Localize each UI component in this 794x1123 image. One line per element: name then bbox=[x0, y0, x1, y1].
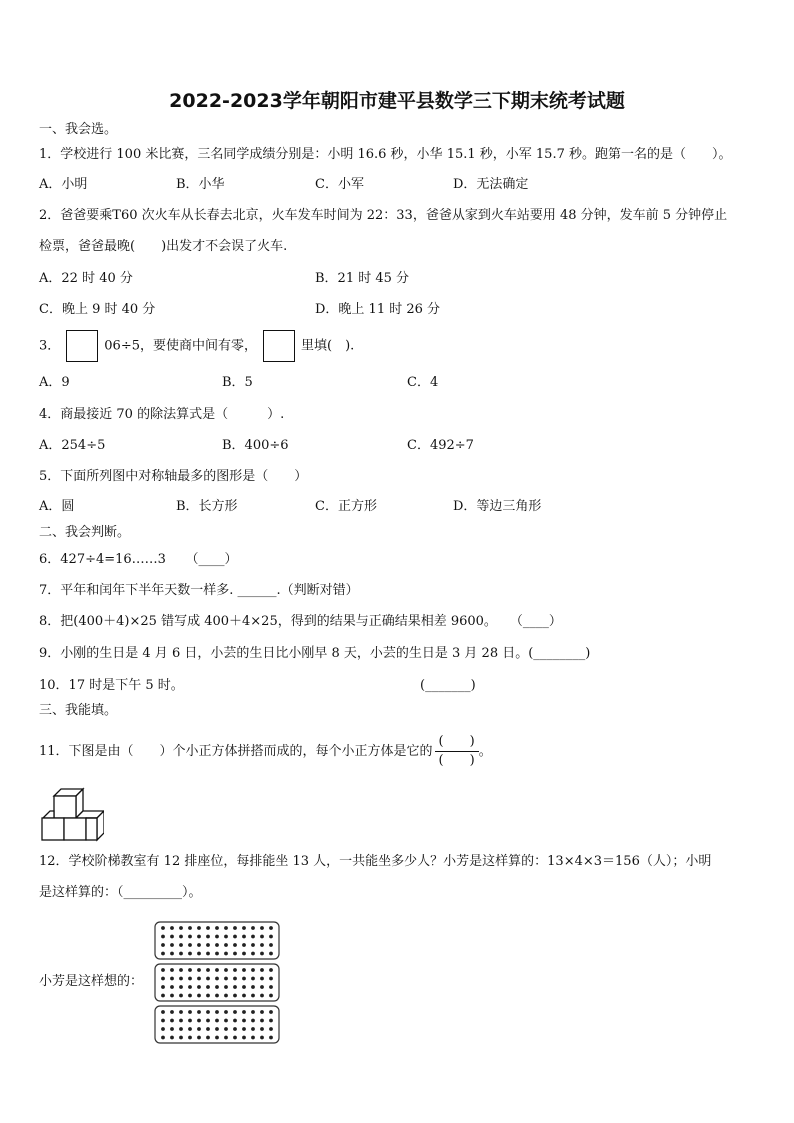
seat-dot bbox=[215, 977, 219, 981]
seat-dot bbox=[224, 977, 228, 981]
question-8: 8．把(400＋4)×25 错写成 400＋4×25，得到的结果与正确结果相差 9600。 （____） bbox=[39, 614, 562, 629]
seat-dot bbox=[188, 985, 192, 989]
seat-dot bbox=[233, 1027, 237, 1031]
seat-dot bbox=[170, 935, 174, 939]
q5-option-b[interactable]: B．长方形 bbox=[176, 499, 238, 514]
seat-dot bbox=[224, 1036, 228, 1040]
q3-option-c[interactable]: C．4 bbox=[407, 375, 439, 390]
seat-dot bbox=[242, 952, 246, 956]
seat-dot bbox=[242, 935, 246, 939]
seat-dot bbox=[224, 1019, 228, 1023]
seat-dot bbox=[233, 994, 237, 998]
seat-dot bbox=[251, 935, 255, 939]
seat-dot bbox=[269, 968, 273, 972]
seat-dot bbox=[197, 952, 201, 956]
seat-dot bbox=[260, 1019, 264, 1023]
seat-dot bbox=[188, 952, 192, 956]
seat-dot bbox=[260, 968, 264, 972]
seat-dot bbox=[170, 1036, 174, 1040]
q11-denominator: ( ) bbox=[438, 753, 475, 768]
q1-option-d[interactable]: D．无法确定 bbox=[453, 177, 529, 192]
seat-dot bbox=[224, 968, 228, 972]
seat-dot bbox=[269, 952, 273, 956]
question-3 bbox=[39, 330, 354, 363]
seat-dot bbox=[251, 1010, 255, 1014]
seat-dot bbox=[179, 935, 183, 939]
seat-dot bbox=[260, 985, 264, 989]
q2-option-b[interactable]: B．21 时 45 分 bbox=[315, 271, 410, 286]
question-10: 10．17 时是下午 5 时。 bbox=[39, 678, 184, 693]
seat-dot bbox=[179, 952, 183, 956]
seat-dot bbox=[215, 926, 219, 930]
question-12-line-1: 12．学校阶梯教室有 12 排座位，每排能坐 13 人，一共能坐多少人？小芳是这样算的：13×4×3＝156（人）；小明 bbox=[39, 854, 712, 869]
seat-dot bbox=[242, 985, 246, 989]
seat-dot bbox=[161, 1019, 165, 1023]
seat-dot bbox=[269, 1027, 273, 1031]
seat-dot bbox=[215, 1010, 219, 1014]
seat-dot bbox=[233, 968, 237, 972]
seat-dot bbox=[215, 985, 219, 989]
question-11 bbox=[39, 732, 492, 772]
seat-dot bbox=[251, 1027, 255, 1031]
seat-dot bbox=[260, 1010, 264, 1014]
seat-dot bbox=[251, 994, 255, 998]
seat-dot bbox=[260, 994, 264, 998]
seat-dot bbox=[161, 1036, 165, 1040]
seat-dot bbox=[233, 1036, 237, 1040]
seat-dot bbox=[197, 926, 201, 930]
seat-dot bbox=[161, 994, 165, 998]
seat-dot bbox=[197, 994, 201, 998]
seat-dot bbox=[251, 968, 255, 972]
seat-dot bbox=[215, 943, 219, 947]
seat-dot bbox=[197, 943, 201, 947]
seat-dot bbox=[197, 935, 201, 939]
seat-dot bbox=[224, 943, 228, 947]
seat-dot bbox=[179, 1010, 183, 1014]
question-2-line-1: 2．爸爸要乘T60 次火车从长春去北京，火车发车时间为 22：33，爸爸从家到火车站要用 48 分钟，发车前 5 分钟停止 bbox=[39, 208, 728, 223]
seat-dot bbox=[269, 977, 273, 981]
seat-dot bbox=[233, 943, 237, 947]
q5-option-a[interactable]: A．圆 bbox=[39, 499, 75, 514]
q3-middle-text: 06÷5，要使商中间有零， bbox=[104, 338, 257, 354]
seat-dot bbox=[215, 994, 219, 998]
seat-dot bbox=[179, 943, 183, 947]
seat-dot bbox=[260, 1027, 264, 1031]
seat-dot bbox=[215, 1027, 219, 1031]
seat-dot bbox=[188, 968, 192, 972]
q4-option-c[interactable]: C．492÷7 bbox=[407, 438, 474, 453]
seat-dot bbox=[242, 1019, 246, 1023]
seat-dot bbox=[242, 994, 246, 998]
seat-dot bbox=[188, 1019, 192, 1023]
q3-answer-box-1[interactable] bbox=[66, 330, 98, 362]
question-5: 5．下面所列图中对称轴最多的图形是（ ） bbox=[39, 469, 308, 484]
section-heading-choice: 一、我会选。 bbox=[39, 122, 118, 137]
seat-dot bbox=[206, 1027, 210, 1031]
seat-dot bbox=[179, 994, 183, 998]
seat-dot bbox=[161, 943, 165, 947]
seat-dot bbox=[206, 994, 210, 998]
seat-dot bbox=[224, 935, 228, 939]
seat-dot bbox=[161, 1010, 165, 1014]
seat-dot bbox=[170, 968, 174, 972]
seat-dot bbox=[233, 926, 237, 930]
q3-option-b[interactable]: B．5 bbox=[222, 375, 253, 390]
seat-dot bbox=[161, 968, 165, 972]
seat-dot bbox=[197, 1010, 201, 1014]
stacked-cubes-figure bbox=[40, 786, 104, 846]
seat-dot bbox=[215, 1019, 219, 1023]
seat-dot bbox=[242, 1027, 246, 1031]
q5-option-c[interactable]: C．正方形 bbox=[315, 499, 377, 514]
seat-dot bbox=[197, 1036, 201, 1040]
q1-option-c[interactable]: C．小军 bbox=[315, 177, 364, 192]
seat-dot bbox=[188, 994, 192, 998]
seat-dot bbox=[170, 985, 174, 989]
seat-dot bbox=[260, 926, 264, 930]
seat-dot bbox=[170, 977, 174, 981]
seat-dot bbox=[161, 935, 165, 939]
seat-dot bbox=[179, 1027, 183, 1031]
seat-dot bbox=[251, 943, 255, 947]
seat-dot bbox=[188, 977, 192, 981]
seat-dot bbox=[215, 935, 219, 939]
seat-dot-diagram bbox=[154, 921, 282, 1045]
seat-dot bbox=[269, 1010, 273, 1014]
seat-dot bbox=[161, 977, 165, 981]
seat-dot bbox=[161, 926, 165, 930]
seat-dot bbox=[269, 1019, 273, 1023]
seat-dot bbox=[170, 1019, 174, 1023]
seat-dot bbox=[161, 1027, 165, 1031]
q11-tail: 。 bbox=[478, 744, 492, 759]
seat-dot bbox=[242, 943, 246, 947]
seat-dot bbox=[251, 985, 255, 989]
seat-dot bbox=[179, 1019, 183, 1023]
seat-dot bbox=[269, 926, 273, 930]
q3-answer-box-2[interactable] bbox=[263, 330, 295, 362]
q2-option-d[interactable]: D．晚上 11 时 26 分 bbox=[315, 302, 441, 317]
seat-dot bbox=[224, 985, 228, 989]
q1-option-a[interactable]: A．小明 bbox=[39, 177, 88, 192]
seat-dot bbox=[179, 977, 183, 981]
seat-dot bbox=[269, 985, 273, 989]
question-1: 1．学校进行 100 米比赛，三名同学成绩分别是：小明 16.6 秒，小华 15.1 秒，小军 15.7 秒。跑第一名的是（ ）。 bbox=[39, 147, 732, 162]
seat-dot bbox=[260, 1036, 264, 1040]
seat-dot bbox=[179, 968, 183, 972]
seat-dot bbox=[215, 952, 219, 956]
question-2-line-2: 检票，爸爸最晚( )出发才不会误了火车. bbox=[39, 239, 288, 254]
seat-dot bbox=[269, 935, 273, 939]
seat-dot bbox=[215, 1036, 219, 1040]
seat-dot bbox=[206, 977, 210, 981]
seat-dot bbox=[197, 968, 201, 972]
seat-dot bbox=[251, 952, 255, 956]
seat-dot bbox=[269, 994, 273, 998]
seat-dot bbox=[224, 1027, 228, 1031]
q10-answer-blank[interactable]: (_______) bbox=[420, 678, 476, 693]
section-heading-fill: 三、我能填。 bbox=[39, 703, 118, 718]
seat-dot bbox=[251, 1036, 255, 1040]
seat-dot bbox=[251, 926, 255, 930]
seat-dot bbox=[170, 994, 174, 998]
q1-option-b[interactable]: B．小华 bbox=[176, 177, 225, 192]
seat-dot bbox=[242, 1010, 246, 1014]
seat-dot bbox=[170, 952, 174, 956]
seat-dot bbox=[242, 977, 246, 981]
page-title: 2022-2023学年朝阳市建平县数学三下期末统考试题 bbox=[169, 90, 625, 112]
dot-figure-caption: 小芳是这样想的： bbox=[39, 974, 144, 989]
seat-dot bbox=[188, 935, 192, 939]
seat-dot bbox=[242, 1036, 246, 1040]
seat-dot bbox=[233, 1010, 237, 1014]
seat-dot bbox=[188, 943, 192, 947]
seat-dot bbox=[269, 943, 273, 947]
seat-dot bbox=[170, 1010, 174, 1014]
seat-dot bbox=[197, 1027, 201, 1031]
q4-option-b[interactable]: B．400÷6 bbox=[222, 438, 289, 453]
seat-dot bbox=[233, 977, 237, 981]
seat-dot bbox=[206, 1036, 210, 1040]
seat-dot bbox=[170, 926, 174, 930]
seat-dot bbox=[224, 926, 228, 930]
seat-dot bbox=[179, 985, 183, 989]
q11-numerator: ( ) bbox=[435, 734, 479, 752]
seat-dot bbox=[242, 926, 246, 930]
seat-dot bbox=[215, 968, 219, 972]
seat-dot bbox=[224, 1010, 228, 1014]
section-heading-judge: 二、我会判断。 bbox=[39, 525, 131, 540]
seat-dot bbox=[233, 985, 237, 989]
seat-dot bbox=[233, 935, 237, 939]
seat-dot bbox=[170, 943, 174, 947]
seat-dot bbox=[260, 977, 264, 981]
seat-dot bbox=[188, 926, 192, 930]
question-6: 6．427÷4=16……3 （____） bbox=[39, 552, 238, 567]
seat-dot bbox=[233, 1019, 237, 1023]
q3-number: 3． bbox=[39, 338, 61, 354]
q3-option-a[interactable]: A．9 bbox=[39, 375, 70, 390]
seat-dot bbox=[197, 1019, 201, 1023]
seat-dot bbox=[260, 935, 264, 939]
seat-dot bbox=[188, 1010, 192, 1014]
seat-dot bbox=[260, 943, 264, 947]
seat-dot bbox=[224, 994, 228, 998]
seat-dot bbox=[170, 1027, 174, 1031]
question-7: 7．平年和闰年下半年天数一样多. ______.（判断对错） bbox=[39, 583, 359, 598]
seat-dot bbox=[161, 985, 165, 989]
seat-dot bbox=[251, 977, 255, 981]
seat-dot bbox=[233, 952, 237, 956]
seat-dot bbox=[242, 968, 246, 972]
seat-dot bbox=[179, 926, 183, 930]
question-9: 9．小刚的生日是 4 月 6 日，小芸的生日比小刚早 8 天，小芸的生日是 3 月 28 日。(________) bbox=[39, 646, 591, 661]
seat-dot bbox=[206, 926, 210, 930]
seat-dot bbox=[224, 952, 228, 956]
seat-dot bbox=[206, 935, 210, 939]
seat-dot bbox=[197, 985, 201, 989]
q4-option-a[interactable]: A．254÷5 bbox=[39, 438, 106, 453]
seat-dot bbox=[206, 985, 210, 989]
q2-option-a[interactable]: A．22 时 40 分 bbox=[39, 271, 133, 286]
seat-dot bbox=[206, 1019, 210, 1023]
seat-dot bbox=[206, 1010, 210, 1014]
seat-dot bbox=[206, 968, 210, 972]
seat-dot bbox=[197, 977, 201, 981]
question-12-line-2: 是这样算的：（_________）。 bbox=[39, 885, 202, 900]
q5-option-d[interactable]: D．等边三角形 bbox=[453, 499, 542, 514]
question-4: 4．商最接近 70 的除法算式是（ ）. bbox=[39, 407, 285, 422]
q3-end-text: 里填( ). bbox=[301, 338, 355, 354]
q11-text: 11．下图是由（ ）个小正方体拼搭而成的，每个小正方体是它的 bbox=[39, 744, 433, 759]
seat-dot bbox=[188, 1027, 192, 1031]
seat-dot bbox=[251, 1019, 255, 1023]
seat-dot bbox=[206, 943, 210, 947]
q2-option-c[interactable]: C．晚上 9 时 40 分 bbox=[39, 302, 156, 317]
seat-dot bbox=[188, 1036, 192, 1040]
seat-dot bbox=[260, 952, 264, 956]
seat-dot bbox=[179, 1036, 183, 1040]
q11-fraction[interactable] bbox=[435, 734, 479, 769]
seat-dot bbox=[206, 952, 210, 956]
seat-dot bbox=[161, 952, 165, 956]
seat-dot bbox=[269, 1036, 273, 1040]
